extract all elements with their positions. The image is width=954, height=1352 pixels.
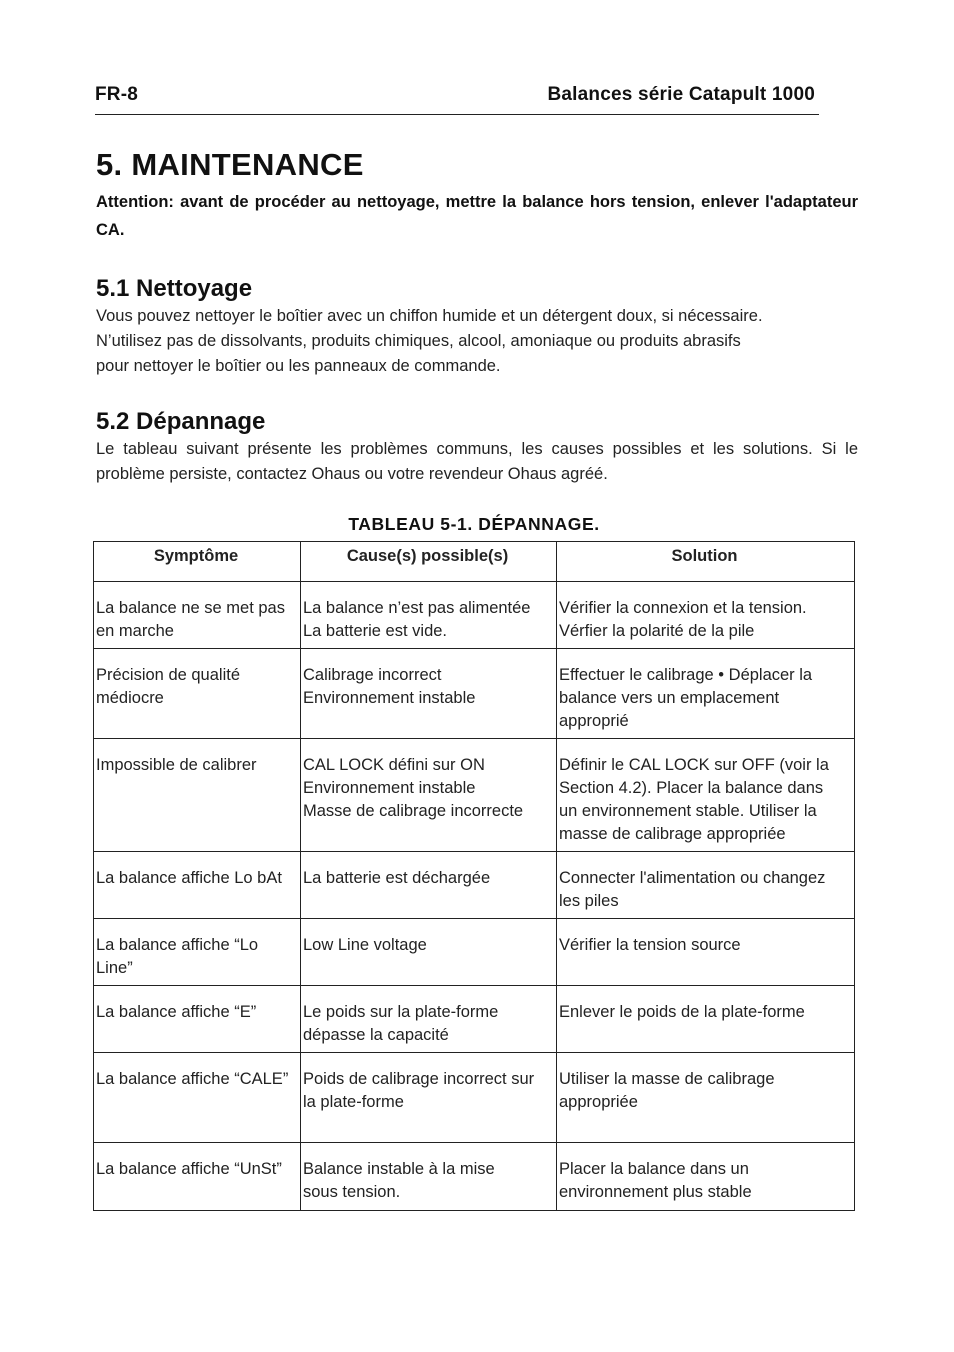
table-cell-symptom [94, 919, 301, 986]
cell-line: les piles [559, 892, 619, 910]
table-cell-cause [301, 919, 557, 986]
cell-line: la plate-forme [303, 1093, 404, 1111]
cell-line: médiocre [96, 689, 164, 707]
table-cell-symptom [94, 986, 301, 1053]
column-header-cause: Cause(s) possible(s) [301, 542, 557, 582]
cell-line: un environnement stable. Utiliser la [559, 802, 817, 820]
table-row [94, 1053, 855, 1143]
page-header [95, 84, 819, 115]
attention-note: Attention: avant de procéder au nettoyage, mettre la balance hors tension, enlever l'adaptateur CA. [96, 193, 858, 239]
cell-line: La batterie est vide. [303, 622, 448, 640]
table-cell-symptom [94, 739, 301, 852]
cell-line: appropriée [559, 1093, 638, 1111]
table-row [94, 582, 855, 649]
table-row [94, 852, 855, 919]
table-row [94, 1143, 855, 1211]
cell-line: Line” [96, 959, 133, 977]
cleaning-line: N’utilisez pas de dissolvants, produits chimiques, alcool, amoniaque ou produits abrasifs [96, 332, 741, 350]
table-cell-symptom [94, 1053, 301, 1143]
table-cell-solution [557, 919, 855, 986]
table-caption: TABLEAU 5-1. DÉPANNAGE. [348, 514, 600, 534]
cell-line: sous tension. [303, 1183, 401, 1201]
page-number: FR-8 [95, 84, 139, 105]
cell-line: La balance affiche “CALE” [96, 1070, 289, 1088]
cell-line: La balance affiche “E” [96, 1003, 257, 1021]
cell-line: Effectuer le calibrage • Déplacer la [559, 666, 813, 684]
column-header-solution: Solution [557, 542, 855, 582]
cleaning-heading: 5.1 Nettoyage [96, 275, 253, 302]
cell-line: approprié [559, 712, 629, 730]
cell-line: La balance affiche “UnSt” [96, 1160, 282, 1178]
cell-line: Section 4.2). Placer la balance dans [559, 779, 824, 797]
cell-line: environnement plus stable [559, 1183, 752, 1201]
cell-line: Connecter l'alimentation ou changez [559, 869, 826, 887]
cell-line: Précision de qualité [96, 666, 241, 684]
table-row [94, 919, 855, 986]
table-body [94, 582, 855, 1211]
cell-line: Vérfier la polarité de la pile [559, 622, 755, 640]
cell-line: Poids de calibrage incorrect sur [303, 1070, 535, 1088]
table-cell-cause [301, 1053, 557, 1143]
table-cell-solution [557, 582, 855, 649]
table-cell-solution [557, 1143, 855, 1211]
table-cell-solution [557, 852, 855, 919]
cell-line: Placer la balance dans un [559, 1160, 749, 1178]
troubleshooting-intro: Le tableau suivant présente les problèmes communs, les causes possibles et les solutions. Si le problème persiste, contactez Ohaus ou votre revendeur Ohaus agréé. [96, 440, 858, 483]
cell-line: en marche [96, 622, 174, 640]
table-cell-solution [557, 986, 855, 1053]
cell-line: La balance affiche Lo bAt [96, 869, 282, 887]
cell-line: La balance ne se met pas [96, 599, 285, 617]
table-cell-cause [301, 739, 557, 852]
table-cell-cause [301, 1143, 557, 1211]
document-title: Balances série Catapult 1000 [547, 84, 815, 105]
table-cell-cause [301, 986, 557, 1053]
cell-line: Le poids sur la plate-forme [303, 1003, 499, 1021]
table-header-row [94, 542, 855, 582]
page-content [96, 146, 858, 487]
cell-line: dépasse la capacité [303, 1026, 449, 1044]
cell-line: Utiliser la masse de calibrage [559, 1070, 775, 1088]
table-cell-solution [557, 649, 855, 739]
cell-line: Enlever le poids de la plate-forme [559, 1003, 805, 1021]
column-header-symptom: Symptôme [94, 542, 301, 582]
cell-line: Balance instable à la mise [303, 1160, 495, 1178]
table-cell-symptom [94, 1143, 301, 1211]
table-cell-cause [301, 852, 557, 919]
cell-line: Environnement instable [303, 689, 476, 707]
table-cell-symptom [94, 582, 301, 649]
cell-line: Définir le CAL LOCK sur OFF (voir la [559, 756, 829, 774]
cell-line: Impossible de calibrer [96, 756, 257, 774]
cell-line: La balance n’est pas alimentée [303, 599, 531, 617]
table-cell-symptom [94, 852, 301, 919]
cleaning-line: Vous pouvez nettoyer le boîtier avec un chiffon humide et un détergent doux, si nécessaire. [96, 307, 763, 325]
section-title: 5. MAINTENANCE [96, 147, 364, 182]
cell-line: Calibrage incorrect [303, 666, 442, 684]
cell-line: Vérifier la connexion et la tension. [559, 599, 807, 617]
table-cell-solution [557, 1053, 855, 1143]
cell-line: Environnement instable [303, 779, 476, 797]
cell-line: Masse de calibrage incorrecte [303, 802, 524, 820]
cell-line: Low Line voltage [303, 936, 427, 954]
table-row [94, 986, 855, 1053]
cell-line: balance vers un emplacement [559, 689, 780, 707]
table-row [94, 739, 855, 852]
cleaning-paragraph [96, 304, 858, 379]
table-cell-symptom [94, 649, 301, 739]
cell-line: La batterie est déchargée [303, 869, 491, 887]
table-cell-cause [301, 649, 557, 739]
cell-line: masse de calibrage appropriée [559, 825, 786, 843]
troubleshooting-heading: 5.2 Dépannage [96, 408, 266, 435]
troubleshooting-table [93, 541, 855, 1211]
cell-line: La balance affiche “Lo [96, 936, 259, 954]
cleaning-line: pour nettoyer le boîtier ou les panneaux de commande. [96, 357, 501, 375]
table-cell-cause [301, 582, 557, 649]
table-row [94, 649, 855, 739]
cell-line: CAL LOCK défini sur ON [303, 756, 485, 774]
table-cell-solution [557, 739, 855, 852]
cell-line: Vérifier la tension source [559, 936, 741, 954]
